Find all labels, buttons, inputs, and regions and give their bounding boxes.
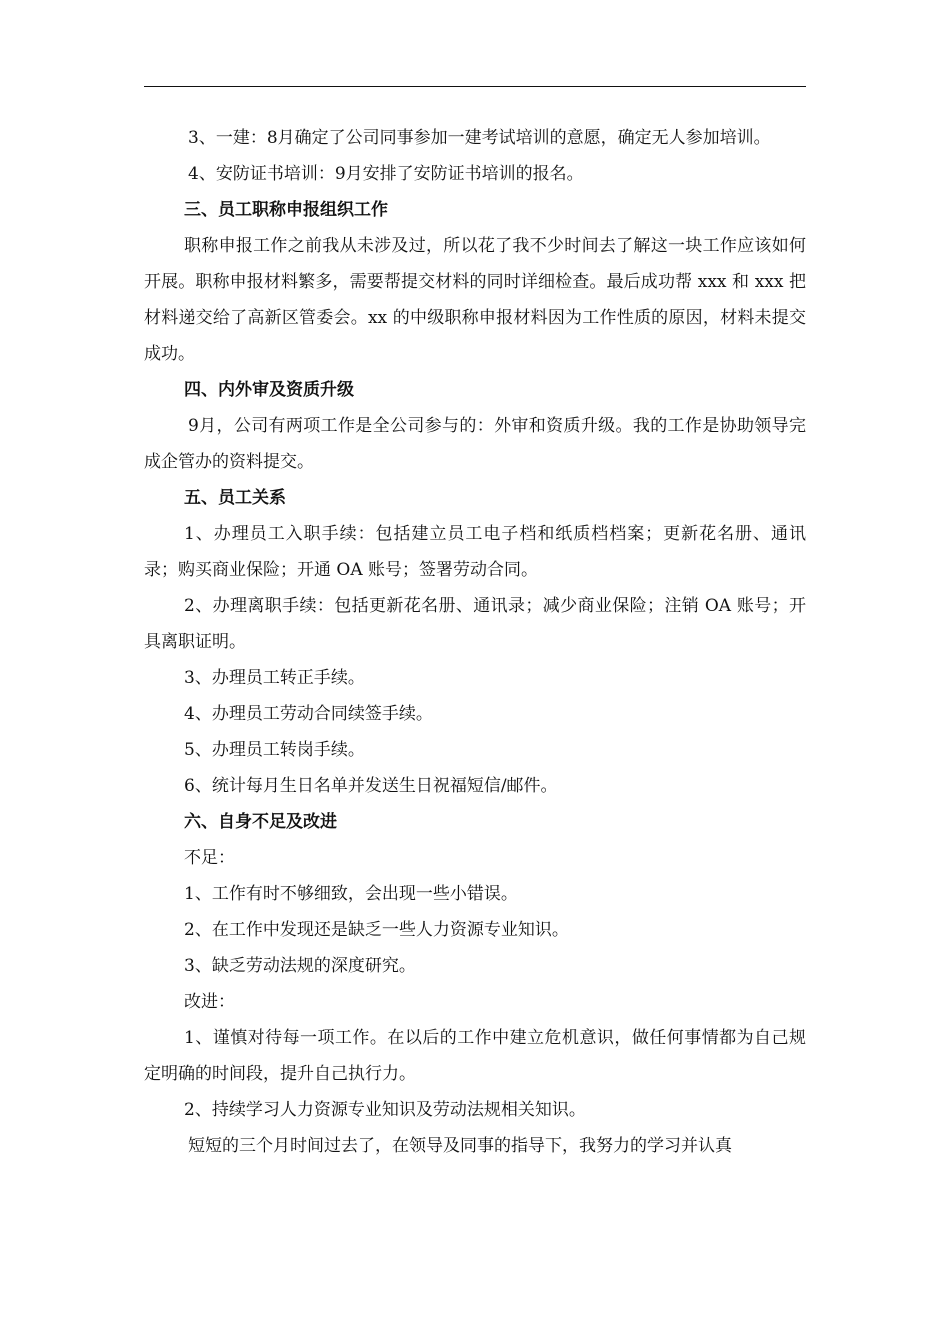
paragraph-improvement-label: 改进： [184, 992, 235, 1012]
paragraph-shortcoming-2: 2、在工作中发现还是缺乏一些人力资源专业知识。 [184, 920, 569, 940]
paragraph-offboarding: 2、办理离职手续：包括更新花名册、通讯录；减少商业保险；注销 OA 账号；开具离职证明。 [144, 596, 806, 652]
paragraph-contract-renewal: 4、办理员工劳动合同续签手续。 [184, 704, 433, 724]
paragraph-title-application: 职称申报工作之前我从未涉及过，所以花了我不少时间去了解这一块工作应该如何开展。职称申报材料繁多，需要帮提交材料的同时详细检查。最后成功帮 xxx 和 xxx 把材料递交给了高新区管委会。xx 的中级职称申报材料因为工作性质的原因，材料未提交成功。 [144, 236, 806, 364]
section-heading-title-application: 三、员工职称申报组织工作 [184, 200, 388, 220]
paragraph-regularization: 3、办理员工转正手续。 [184, 668, 365, 688]
paragraph-birthday: 6、统计每月生日名单并发送生日祝福短信/邮件。 [184, 776, 558, 796]
paragraph-improvement-2: 2、持续学习人力资源专业知识及劳动法规相关知识。 [184, 1100, 586, 1120]
header-rule [144, 86, 806, 87]
section-heading-audit: 四、内外审及资质升级 [184, 380, 354, 400]
paragraph-shortcoming-1: 1、工作有时不够细致，会出现一些小错误。 [184, 884, 518, 904]
paragraph-onboarding: 1、办理员工入职手续：包括建立员工电子档和纸质档档案；更新花名册、通讯录；购买商业保险；开通 OA 账号；签署劳动合同。 [144, 524, 806, 580]
paragraph-shortcoming-3: 3、缺乏劳动法规的深度研究。 [184, 956, 416, 976]
paragraph-security-cert: 4、安防证书培训：9月安排了安防证书培训的报名。 [188, 164, 584, 184]
document-body [144, 120, 806, 1164]
paragraph-audit: 9月，公司有两项工作是全公司参与的：外审和资质升级。我的工作是协助领导完成企管办的资料提交。 [144, 416, 806, 472]
paragraph-improvement-1: 1、谨慎对待每一项工作。在以后的工作中建立危机意识，做任何事情都为自己规定明确的时间段，提升自己执行力。 [144, 1028, 806, 1084]
paragraph-closing: 短短的三个月时间过去了，在领导及同事的指导下，我努力的学习并认真 [188, 1136, 732, 1156]
paragraph-yijian: 3、一建：8月确定了公司同事参加一建考试培训的意愿，确定无人参加培训。 [188, 128, 771, 148]
paragraph-transfer: 5、办理员工转岗手续。 [184, 740, 365, 760]
paragraph-shortcomings-label: 不足： [184, 848, 235, 868]
section-heading-improvement: 六、自身不足及改进 [184, 812, 337, 832]
section-heading-employee-relations: 五、员工关系 [184, 488, 286, 508]
